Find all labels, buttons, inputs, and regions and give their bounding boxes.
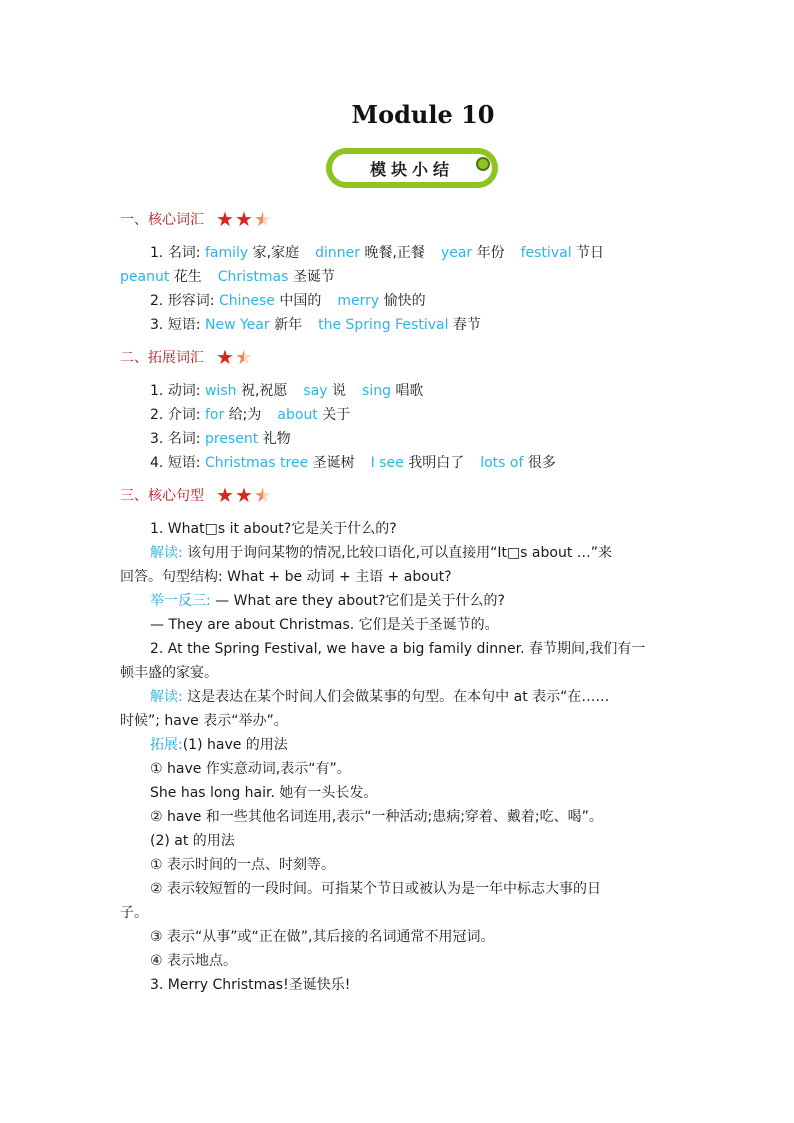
vocab-line: 2. 介词: for 给;为 about 关于 <box>150 407 351 423</box>
star-icon: ★ <box>216 345 234 369</box>
rating-stars <box>216 347 253 367</box>
vocab-line: 3. 名词: present 礼物 <box>150 431 291 447</box>
paragraph-line: 举一反三: — What are they about?它们是关于什么的? <box>150 593 505 609</box>
paragraph-line: She has long hair. 她有一头长发。 <box>150 785 378 801</box>
paragraph-line: 2. At the Spring Festival, we have a big family dinner. 春节期间,我们有一 <box>150 641 646 657</box>
paragraph-line: — They are about Christmas. 它们是关于圣诞节的。 <box>150 617 499 633</box>
vocab-line: peanut 花生 Christmas 圣诞节 <box>120 269 335 285</box>
vocab-line: 3. 短语: New Year 新年 the Spring Festival 春节 <box>150 317 481 333</box>
paragraph-line: ② have 和一些其他名词连用,表示“一种活动;患病;穿着、戴着;吃、喝”。 <box>150 809 603 825</box>
paragraph-line: 解读: 这是表达在某个时间人们会做某事的句型。在本句中 at 表示“在…… <box>150 689 610 705</box>
paragraph-line: 回答。句型结构: What + be 动词 + 主语 + about? <box>120 569 452 585</box>
paragraph-line: ③ 表示“从事”或“正在做”,其后接的名词通常不用冠词。 <box>150 929 495 945</box>
vocab-line: 2. 形容词: Chinese 中国的 merry 愉快的 <box>150 293 426 309</box>
page-title: Module 10 <box>351 100 495 129</box>
star-icon: ★ <box>216 207 234 231</box>
rating-stars <box>216 485 272 505</box>
star-icon: ★ <box>216 483 234 507</box>
paragraph-line: 时候”; have 表示“举办”。 <box>120 713 288 729</box>
section-heading-extended-vocab: 二、拓展词汇 ★ ★ <box>120 345 253 369</box>
rating-stars <box>216 209 272 229</box>
half-star-icon: ★ <box>253 207 272 231</box>
section-heading-core-sentences: 三、核心句型 ★ ★ ★ <box>120 483 272 507</box>
summary-badge <box>326 148 498 188</box>
star-icon: ★ <box>234 483 253 507</box>
paragraph-line: ② 表示较短暂的一段时间。可指某个节日或被认为是一年中标志大事的日 <box>150 881 601 897</box>
dot-icon <box>476 157 490 171</box>
half-star-icon: ★ <box>234 345 253 369</box>
paragraph-line: 解读: 该句用于询问某物的情况,比较口语化,可以直接用“It□s about …”来 <box>150 545 613 561</box>
section-heading-core-vocab: 一、核心词汇 ★ ★ ★ <box>120 207 272 231</box>
paragraph-line: ① 表示时间的一点、时刻等。 <box>150 857 336 873</box>
paragraph-line: 1. What□s it about?它是关于什么的? <box>150 521 397 537</box>
half-star-icon: ★ <box>253 483 272 507</box>
paragraph-line: 3. Merry Christmas!圣诞快乐! <box>150 977 351 993</box>
vocab-line: 1. 名词: family 家,家庭 dinner 晚餐,正餐 year 年份 festival 节日 <box>150 245 605 261</box>
paragraph-line: ④ 表示地点。 <box>150 953 238 969</box>
star-icon: ★ <box>234 207 253 231</box>
paragraph-line: 顿丰盛的家宴。 <box>120 665 218 681</box>
vocab-line: 1. 动词: wish 祝,祝愿 say 说 sing 唱歌 <box>150 383 424 399</box>
paragraph-line: 拓展:(1) have 的用法 <box>150 737 288 753</box>
paragraph-line: ① have 作实意动词,表示“有”。 <box>150 761 351 777</box>
vocab-line: 4. 短语: Christmas tree 圣诞树 I see 我明白了 lots of 很多 <box>150 455 556 471</box>
badge-label: 模块小结 <box>369 159 454 179</box>
paragraph-line: 子。 <box>120 905 148 921</box>
paragraph-line: (2) at 的用法 <box>150 833 235 849</box>
